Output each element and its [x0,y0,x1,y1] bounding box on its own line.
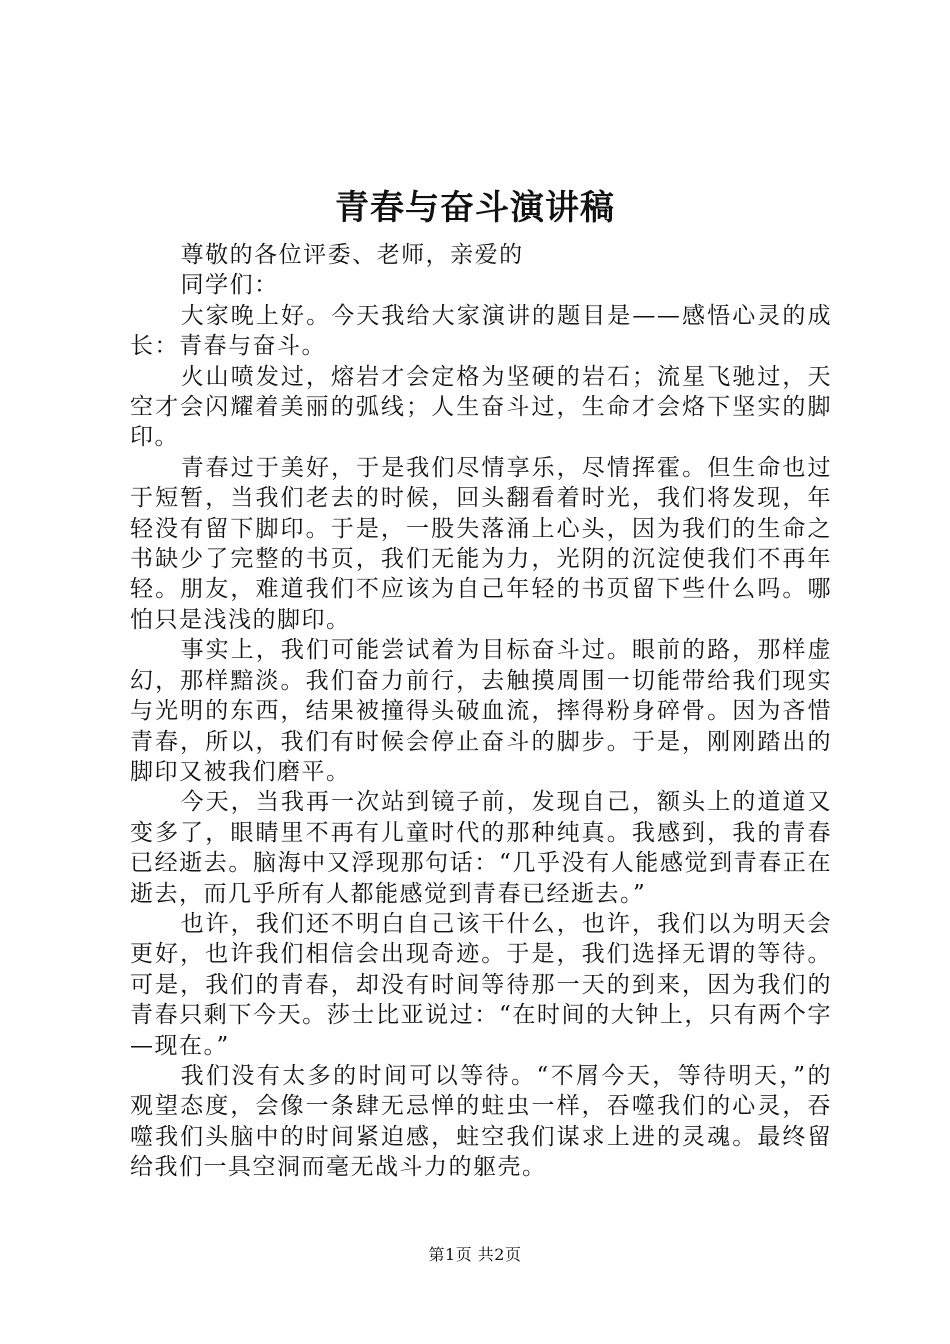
page-footer: 第1页 共2页 [428,1245,522,1264]
paragraph-perhaps: 也许，我们还不明白自己该干什么，也许，我们以为明天会更好，也许我们相信会出现奇迹。于是，我们选择无谓的等待。可是，我们的青春，却没有时间等待那一天的到来，因为我们的青春只剩下今天。莎士比亚说过：“在时间的大钟上，只有两个字—现在。” [130,910,832,1059]
paragraph-in-fact: 事实上，我们可能尝试着为目标奋斗过。眼前的路，那样虚幻，那样黯淡。我们奋力前行，去触摸周围一切能带给我们现实与光明的东西，结果被撞得头破血流，摔得粉身碎骨。因为吝惜青春，所以，我们有时候会停止奋斗的脚步。于是，刚刚踏出的脚印又被我们磨平。 [130,637,832,785]
paragraph-no-time: 我们没有太多的时间可以等待。“不屑今天，等待明天，”的观望态度，会像一条肆无忌惮的蛀虫一样，吞噬我们的心灵，吞噬我们头脑中的时间紧迫感，蛀空我们谋求上进的灵魂。最终留给我们一具空洞而毫无战斗力的躯壳。 [130,1062,832,1181]
paragraph-greeting: 大家晚上好。今天我给大家演讲的题目是——感悟心灵的成长：青春与奋斗。 [130,302,832,360]
paragraph-youth-beauty: 青春过于美好，于是我们尽情享乐，尽情挥霍。但生命也过于短暂，当我们老去的时候，回头翻看着时光，我们将发现，年轻没有留下脚印。于是，一股失落涌上心头，因为我们的生命之书缺少了完整的书页，我们无能为力，光阴的沉淀使我们不再年轻。朋友，难道我们不应该为自己年轻的书页留下些什么吗。哪怕只是浅浅的脚印。 [130,454,832,633]
page-title: 青春与奋斗演讲稿 [335,188,615,228]
paragraph-volcano: 火山喷发过，熔岩才会定格为坚硬的岩石；流星飞驰过，天空才会闪耀着美丽的弧线；人生奋斗过，生命才会烙下坚实的脚印。 [130,363,832,451]
paragraph-today: 今天，当我再一次站到镜子前，发现自己，额头上的道道又变多了，眼睛里不再有儿童时代的那种纯真。我感到，我的青春已经逝去。脑海中又浮现那句话：“几乎没有人能感觉到青春正在逝去，而几乎所有人都能感觉到青春已经逝去。” [130,789,832,907]
salutation-line-2: 同学们： [180,272,279,299]
speech-body [130,240,832,1183]
salutation-line-1: 尊敬的各位评委、老师，亲爱的 [180,242,524,268]
